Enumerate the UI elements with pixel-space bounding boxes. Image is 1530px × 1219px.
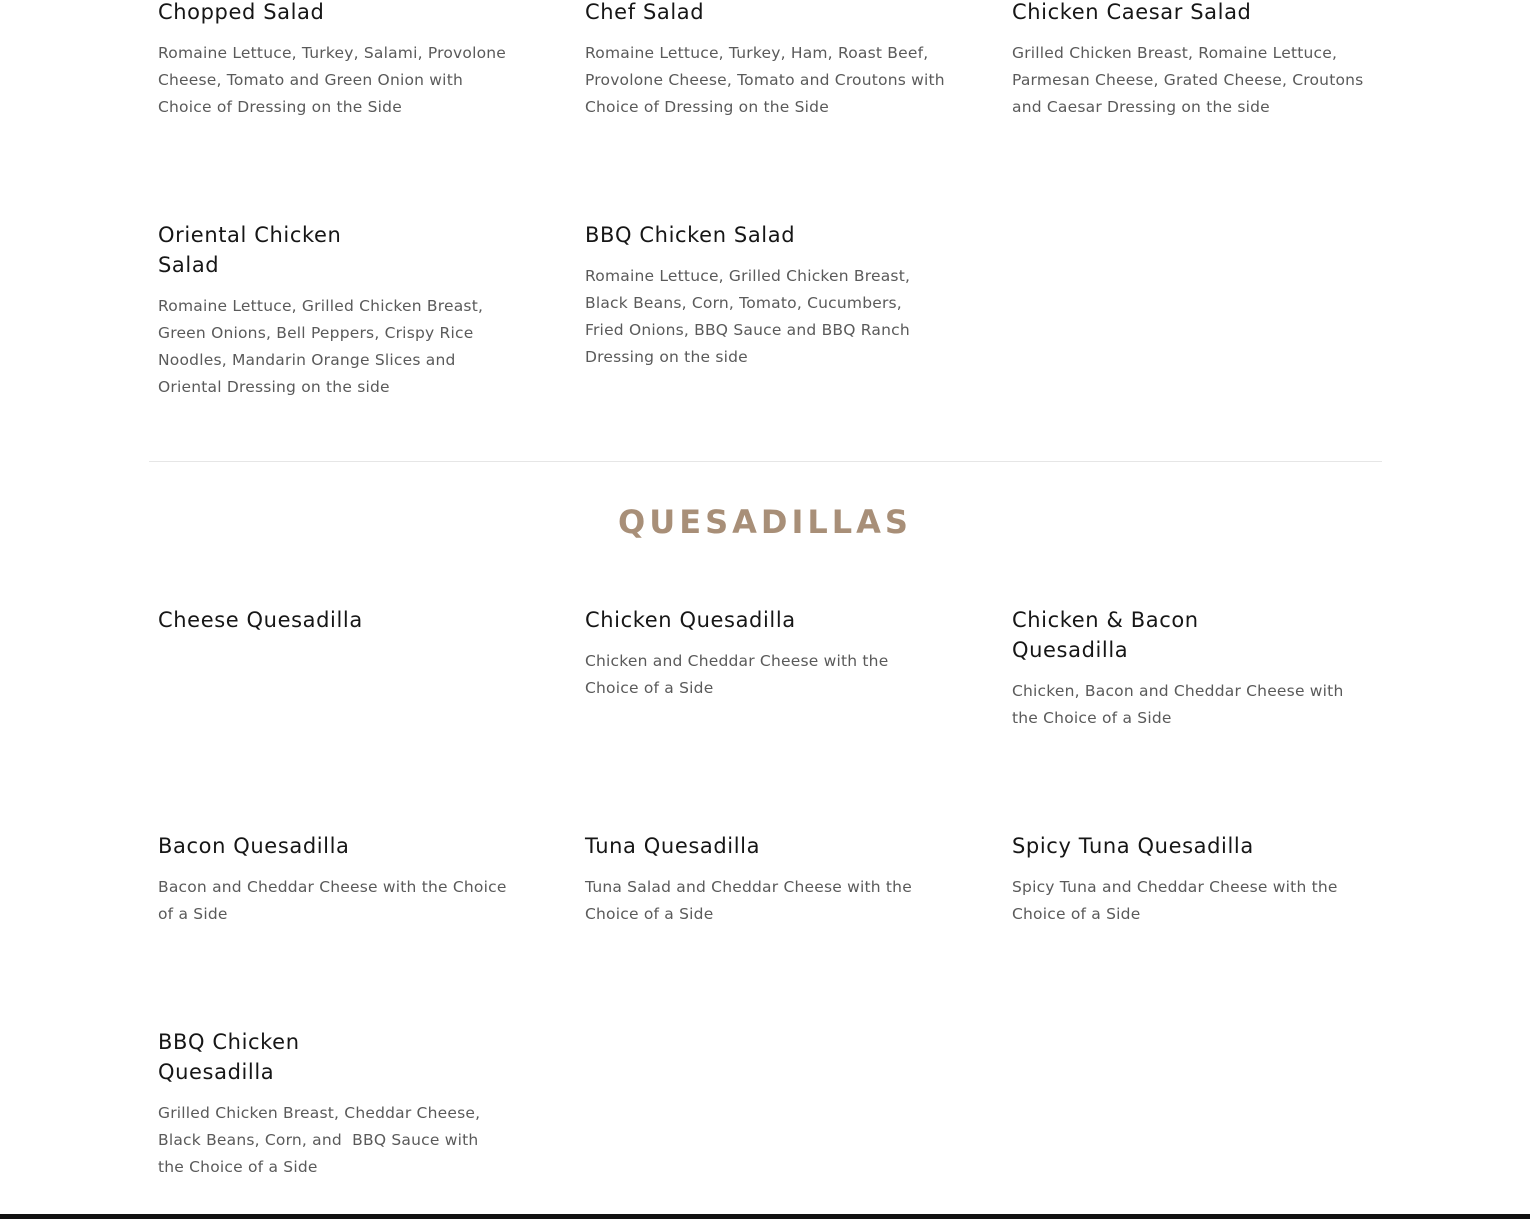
menu-item-bbq-chicken-salad bbox=[585, 220, 937, 371]
menu-item-name: BBQ Chicken Quesadilla bbox=[158, 1030, 300, 1084]
menu-item-chef-salad bbox=[585, 0, 945, 121]
menu-item-name: Spicy Tuna Quesadilla bbox=[1012, 834, 1254, 858]
menu-item-description: Romaine Lettuce, Turkey, Ham, Roast Beef, Provolone Cheese, Tomato and Croutons with Choice of Dressing on the Side bbox=[585, 44, 945, 116]
menu-item-tuna-quesadilla bbox=[585, 831, 930, 928]
menu-item-description: Romaine Lettuce, Grilled Chicken Breast, Green Onions, Bell Peppers, Crispy Rice Noodles, Mandarin Orange Slices and Oriental Dressing on the side bbox=[158, 297, 484, 396]
menu-item-name: Bacon Quesadilla bbox=[158, 834, 350, 858]
menu-item-chicken-bacon-quesadilla bbox=[1012, 605, 1357, 732]
section-divider bbox=[149, 461, 1382, 462]
menu-item-description: Tuna Salad and Cheddar Cheese with the Choice of a Side bbox=[585, 878, 912, 923]
menu-item-chopped-salad bbox=[158, 0, 518, 121]
menu-item-name: Chopped Salad bbox=[158, 0, 325, 24]
footer-edge bbox=[0, 1214, 1530, 1219]
menu-item-description: Spicy Tuna and Cheddar Cheese with the Choice of a Side bbox=[1012, 878, 1338, 923]
menu-item-description: Grilled Chicken Breast, Romaine Lettuce, Parmesan Cheese, Grated Cheese, Croutons and Caesar Dressing on the side bbox=[1012, 44, 1364, 116]
menu-item-description: Romaine Lettuce, Grilled Chicken Breast, Black Beans, Corn, Tomato, Cucumbers, Fried Onions, BBQ Sauce and BBQ Ranch Dressing on the side bbox=[585, 267, 911, 366]
menu-item-name: Chicken Quesadilla bbox=[585, 608, 796, 632]
menu-item-name: Chef Salad bbox=[585, 0, 705, 24]
menu-item-description: Grilled Chicken Breast, Cheddar Cheese, Black Beans, Corn, and BBQ Sauce with the Choice of a Side bbox=[158, 1104, 486, 1176]
menu-item-chicken-caesar-salad bbox=[1012, 0, 1374, 121]
menu-item-bacon-quesadilla bbox=[158, 831, 520, 928]
menu-item-name: Tuna Quesadilla bbox=[585, 834, 761, 858]
menu-item-name: Chicken & Bacon Quesadilla bbox=[1012, 608, 1199, 662]
section-title-quesadillas: QUESADILLAS bbox=[618, 503, 912, 541]
menu-item-bbq-chicken-quesadilla bbox=[158, 1027, 498, 1181]
menu-item-cheese-quesadilla bbox=[158, 605, 518, 635]
menu-item-oriental-chicken-salad bbox=[158, 220, 503, 401]
menu-item-description: Chicken, Bacon and Cheddar Cheese with the Choice of a Side bbox=[1012, 682, 1344, 727]
menu-item-name: Cheese Quesadilla bbox=[158, 608, 363, 632]
menu-item-name: Oriental Chicken Salad bbox=[158, 223, 342, 277]
menu-item-chicken-quesadilla bbox=[585, 605, 915, 702]
menu-item-spicy-tuna-quesadilla bbox=[1012, 831, 1357, 928]
menu-item-name: Chicken Caesar Salad bbox=[1012, 0, 1252, 24]
menu-item-description: Romaine Lettuce, Turkey, Salami, Provolone Cheese, Tomato and Green Onion with Choice of Dressing on the Side bbox=[158, 44, 507, 116]
menu-item-description: Bacon and Cheddar Cheese with the Choice of a Side bbox=[158, 878, 507, 923]
menu-item-name: BBQ Chicken Salad bbox=[585, 223, 796, 247]
menu-item-description: Chicken and Cheddar Cheese with the Choice of a Side bbox=[585, 652, 889, 697]
